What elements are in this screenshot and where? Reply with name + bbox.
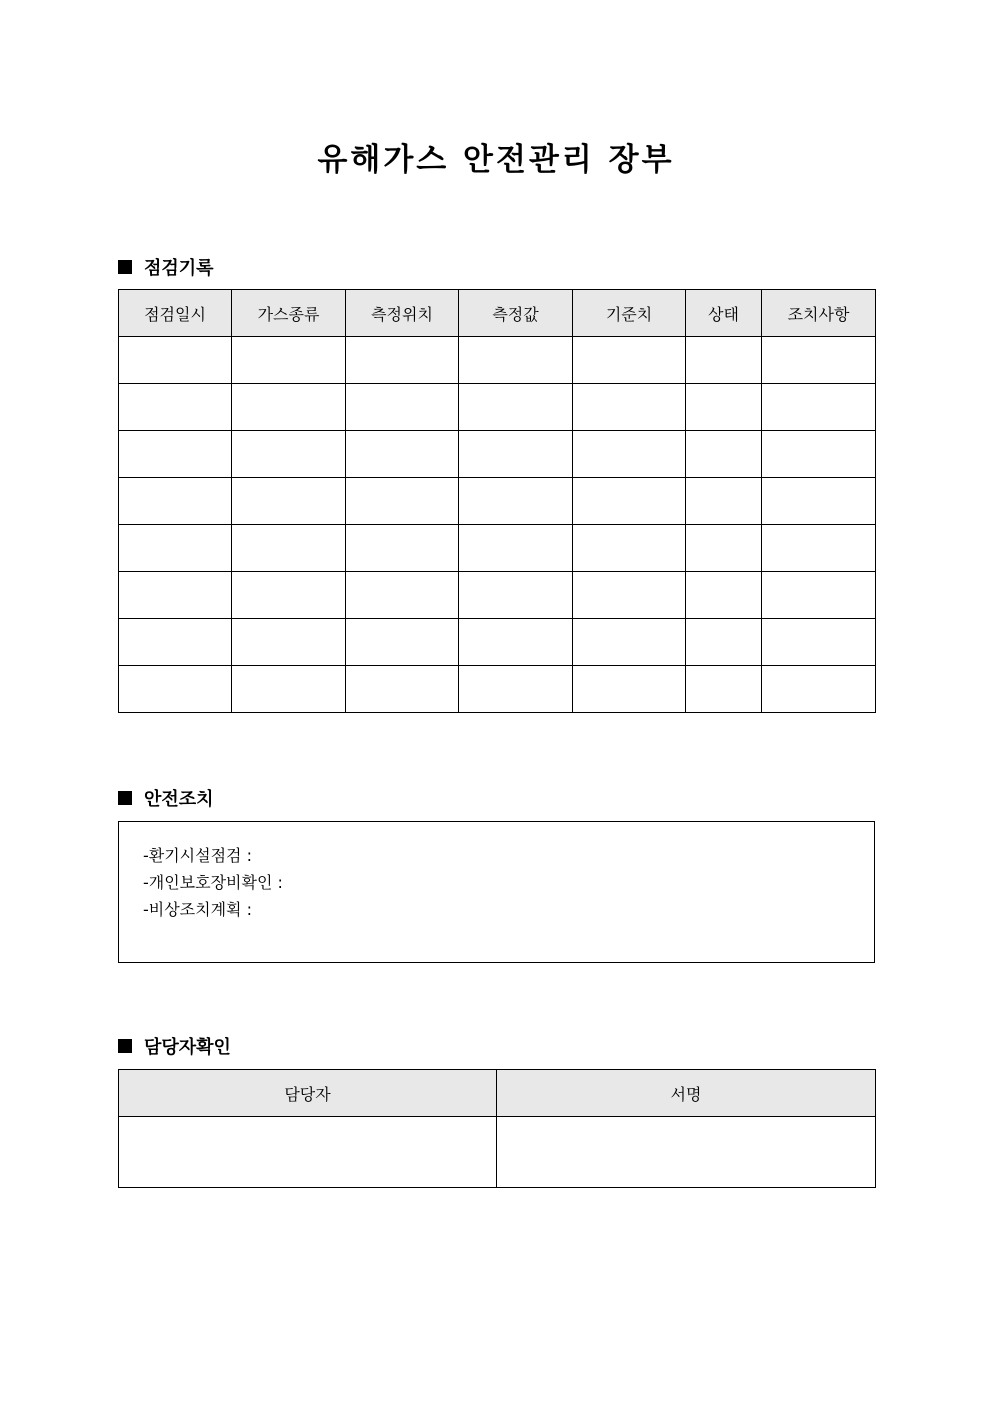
table-cell[interactable] (346, 478, 459, 525)
table-header-row (119, 1070, 876, 1117)
table-cell[interactable] (232, 525, 346, 572)
safety-line-ventilation: -환기시설점검 : (143, 846, 252, 865)
table-cell[interactable] (232, 337, 346, 384)
table-cell[interactable] (573, 619, 686, 666)
table-row (119, 337, 876, 384)
table-cell[interactable] (232, 478, 346, 525)
table-cell[interactable] (232, 384, 346, 431)
table-cell[interactable] (119, 572, 232, 619)
square-bullet-icon (118, 791, 132, 805)
table-cell[interactable] (119, 478, 232, 525)
table-cell[interactable] (232, 572, 346, 619)
section-heading-inspection (118, 254, 214, 280)
table-cell[interactable] (686, 619, 762, 666)
safety-line-emergency: -비상조치계획 : (143, 900, 252, 919)
table-cell[interactable] (346, 666, 459, 713)
table-cell[interactable] (686, 666, 762, 713)
table-row (119, 431, 876, 478)
table-cell[interactable] (762, 666, 876, 713)
column-header-signature: 서명 (497, 1070, 876, 1117)
table-cell[interactable] (119, 337, 232, 384)
table-cell[interactable] (459, 384, 573, 431)
table-row (119, 525, 876, 572)
section-heading-label: 안전조치 (144, 789, 214, 810)
table-cell[interactable] (459, 666, 573, 713)
table-cell[interactable] (346, 337, 459, 384)
section-heading-safety (118, 785, 214, 811)
table-cell[interactable] (762, 619, 876, 666)
table-row (119, 384, 876, 431)
table-cell[interactable] (686, 478, 762, 525)
table-cell[interactable] (762, 384, 876, 431)
table-cell[interactable] (573, 337, 686, 384)
table-row (119, 1117, 876, 1188)
signature-cell[interactable] (497, 1117, 876, 1188)
table-cell[interactable] (119, 431, 232, 478)
table-cell[interactable] (573, 525, 686, 572)
safety-measures-box[interactable] (118, 821, 875, 963)
table-row (119, 478, 876, 525)
column-header-measured-value: 측정값 (459, 290, 573, 337)
section-heading-label: 담당자확인 (144, 1037, 231, 1058)
table-cell[interactable] (573, 384, 686, 431)
table-cell[interactable] (762, 431, 876, 478)
table-row (119, 619, 876, 666)
column-header-action: 조치사항 (762, 290, 876, 337)
table-cell[interactable] (686, 431, 762, 478)
section-heading-manager (118, 1033, 231, 1059)
table-cell[interactable] (686, 384, 762, 431)
table-cell[interactable] (232, 431, 346, 478)
column-header-gas-type: 가스종류 (232, 290, 346, 337)
table-cell[interactable] (119, 525, 232, 572)
table-cell[interactable] (459, 431, 573, 478)
table-cell[interactable] (346, 525, 459, 572)
safety-line-ppe: -개인보호장비확인 : (143, 873, 283, 892)
table-cell[interactable] (459, 337, 573, 384)
column-header-location: 측정위치 (346, 290, 459, 337)
table-row (119, 666, 876, 713)
table-cell[interactable] (459, 478, 573, 525)
table-cell[interactable] (573, 666, 686, 713)
table-cell[interactable] (686, 525, 762, 572)
table-cell[interactable] (459, 619, 573, 666)
table-cell[interactable] (119, 619, 232, 666)
table-cell[interactable] (573, 478, 686, 525)
table-cell[interactable] (346, 619, 459, 666)
table-cell[interactable] (762, 478, 876, 525)
column-header-manager: 담당자 (119, 1070, 497, 1117)
column-header-status: 상태 (686, 290, 762, 337)
table-cell[interactable] (573, 431, 686, 478)
table-cell[interactable] (119, 666, 232, 713)
table-cell[interactable] (232, 666, 346, 713)
manager-name-cell[interactable] (119, 1117, 497, 1188)
table-cell[interactable] (573, 572, 686, 619)
table-cell[interactable] (346, 572, 459, 619)
table-cell[interactable] (346, 431, 459, 478)
table-cell[interactable] (346, 384, 459, 431)
table-cell[interactable] (459, 572, 573, 619)
section-heading-label: 점검기록 (144, 258, 214, 279)
square-bullet-icon (118, 1039, 132, 1053)
table-cell[interactable] (762, 337, 876, 384)
table-cell[interactable] (686, 572, 762, 619)
table-header-row (119, 290, 876, 337)
square-bullet-icon (118, 260, 132, 274)
table-cell[interactable] (459, 525, 573, 572)
table-cell[interactable] (762, 525, 876, 572)
document-title: 유해가스 안전관리 장부 (317, 142, 675, 178)
column-header-inspection-date: 점검일시 (119, 290, 232, 337)
column-header-standard-value: 기준치 (573, 290, 686, 337)
table-cell[interactable] (762, 572, 876, 619)
inspection-table (118, 289, 876, 713)
manager-table (118, 1069, 876, 1188)
table-cell[interactable] (119, 384, 232, 431)
table-cell[interactable] (686, 337, 762, 384)
table-cell[interactable] (232, 619, 346, 666)
table-row (119, 572, 876, 619)
